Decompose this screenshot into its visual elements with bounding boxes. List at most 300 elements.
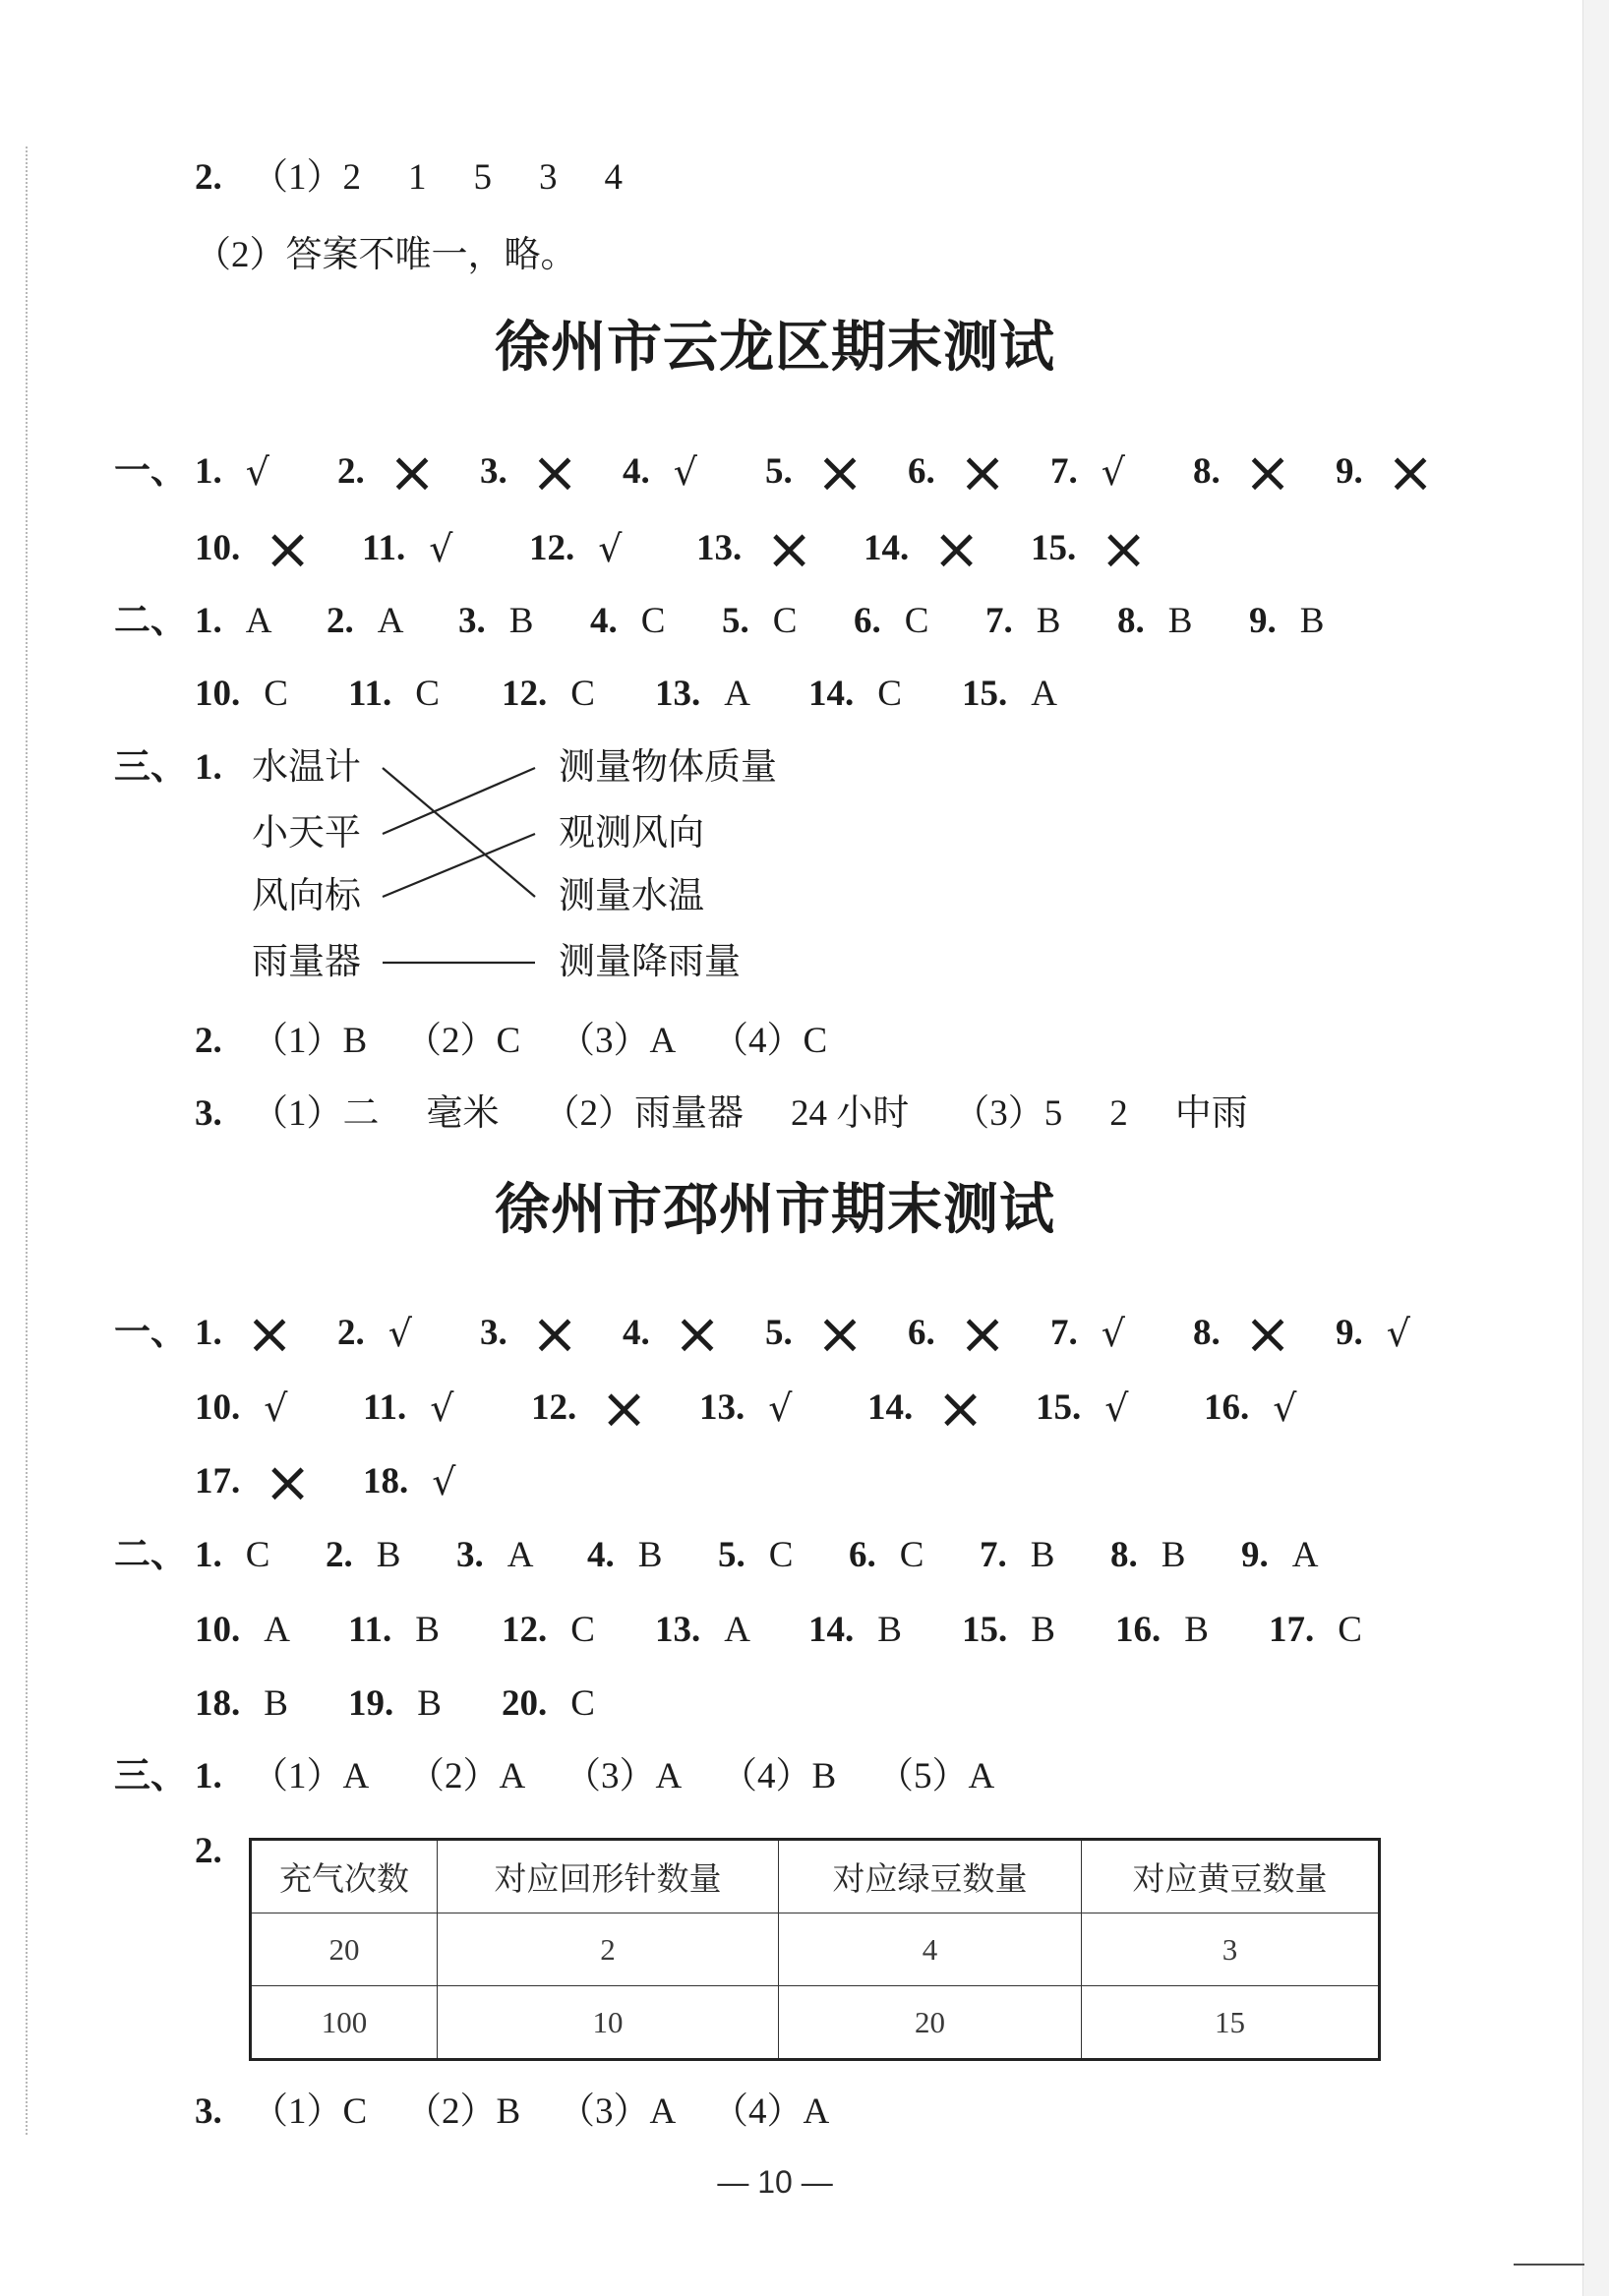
- question-number: 3.: [195, 1093, 222, 1134]
- question-number: 9.: [1336, 451, 1363, 492]
- question-number: 13.: [696, 528, 743, 568]
- answer-item: [623, 1300, 765, 1367]
- question-number: 13.: [655, 1610, 701, 1650]
- question-number: 14.: [808, 674, 855, 714]
- answer-item: [808, 1609, 962, 1652]
- sub-answer-item: [252, 1092, 500, 1136]
- table-cell: 20: [779, 1986, 1082, 2060]
- cross-mark: ×: [1243, 439, 1292, 505]
- match-left-label: 水温计: [252, 747, 361, 788]
- answer-item: [718, 1534, 849, 1577]
- answer-item: [590, 600, 722, 643]
- answer-row: [195, 1682, 655, 1726]
- answer: A: [724, 1610, 750, 1650]
- answer: A: [264, 1610, 290, 1650]
- question-number: 8.: [1110, 1535, 1138, 1575]
- section-marker: 二、: [114, 601, 187, 641]
- answer-item: [362, 527, 529, 570]
- section-title: 徐州市云龙区期末测试: [495, 318, 1055, 379]
- cross-mark: ×: [600, 1375, 648, 1442]
- match-line: [383, 768, 535, 834]
- answer-item: [854, 600, 985, 643]
- sub-answer-item: [544, 1092, 910, 1136]
- sub-question-label: （2）: [405, 2091, 497, 2132]
- answer-item: [867, 1375, 1036, 1442]
- answer-row: [195, 673, 1115, 716]
- question-number: 7.: [1050, 451, 1078, 492]
- question-number: 1.: [195, 1756, 222, 1796]
- cross-mark: ×: [815, 1300, 864, 1367]
- check-mark: √: [387, 1312, 412, 1355]
- answer-item: [195, 1682, 348, 1726]
- sub-question-label: （1）: [252, 1093, 343, 1134]
- check-mark: √: [1273, 1386, 1297, 1430]
- answer-item: [458, 600, 590, 643]
- question-number: 15.: [1031, 528, 1077, 568]
- question-number: 10.: [195, 1610, 241, 1650]
- answer: 5: [1043, 1093, 1063, 1134]
- question-number: 2.: [327, 601, 354, 641]
- cross-mark: ×: [958, 439, 1007, 505]
- cross-mark: ×: [530, 1300, 579, 1367]
- question-number: 5.: [765, 451, 793, 492]
- scan-mark: [1514, 2264, 1584, 2266]
- check-mark: √: [432, 1460, 456, 1503]
- answer: A: [649, 2091, 677, 2132]
- check-mark: √: [429, 527, 453, 570]
- answer-row: [195, 1534, 1372, 1577]
- sub-answer-item: [252, 2090, 405, 2134]
- answer: B: [417, 1683, 442, 1724]
- sub-answer-item: [252, 1020, 405, 1063]
- answer: C: [570, 1683, 595, 1724]
- question-number: 9.: [1249, 601, 1277, 641]
- sub-question-label: （1）: [252, 2091, 343, 2132]
- question-number: 1.: [195, 1313, 222, 1353]
- question-number: 8.: [1193, 1313, 1221, 1353]
- question-number: 16.: [1204, 1387, 1250, 1428]
- data-table: [249, 1838, 1381, 2061]
- check-mark: √: [768, 1386, 793, 1430]
- question-number: 2.: [195, 157, 222, 198]
- sub-question-label: （2）: [408, 1756, 500, 1796]
- answer: 二: [342, 1093, 380, 1134]
- cross-mark: ×: [1243, 1300, 1292, 1367]
- answer: A: [342, 1756, 370, 1796]
- answer: A: [507, 1535, 534, 1575]
- sub-answer-item: [559, 2090, 712, 2134]
- answer-item: [1110, 1534, 1241, 1577]
- answer-row: [195, 1609, 1422, 1652]
- answer-item: [195, 600, 327, 643]
- answer-item: [348, 673, 502, 716]
- question-number: 9.: [1241, 1535, 1269, 1575]
- answer-item: [195, 450, 337, 494]
- sub-question-label: （2）: [405, 1021, 497, 1061]
- check-mark: √: [264, 1386, 288, 1430]
- sub-answer-item: [252, 1755, 408, 1798]
- question-number: 6.: [908, 451, 935, 492]
- answer-item: [326, 1534, 456, 1577]
- sub-question-label: （3）: [953, 1093, 1044, 1134]
- check-mark: √: [1104, 1386, 1129, 1430]
- answer: C: [768, 1535, 794, 1575]
- answer: B: [264, 1683, 288, 1724]
- sub-answer-item: [405, 2090, 559, 2134]
- answer: B: [811, 1756, 837, 1796]
- question-number: 3.: [458, 601, 486, 641]
- answer-item: [1204, 1386, 1372, 1430]
- section-marker: 三、: [114, 747, 187, 788]
- answer: 答案不唯一，略。: [285, 235, 577, 275]
- question-number: 4.: [590, 601, 618, 641]
- answer: B: [415, 1610, 440, 1650]
- table-cell: 15: [1082, 1986, 1380, 2060]
- question-number: 1.: [195, 451, 222, 492]
- table-header-cell: 对应黄豆数量: [1082, 1840, 1380, 1913]
- question-number: 17.: [195, 1461, 241, 1501]
- section-marker: 一、: [114, 451, 187, 492]
- answer: C: [570, 674, 595, 714]
- question-number: 3.: [195, 2091, 222, 2132]
- question-number: 4.: [587, 1535, 615, 1575]
- table-row: [251, 1913, 1380, 1986]
- answer: C: [877, 674, 902, 714]
- answer-item: [655, 673, 808, 716]
- answer-item: [1249, 600, 1381, 643]
- question-number: 6.: [849, 1535, 876, 1575]
- sub-question-label: （1）: [252, 157, 343, 198]
- sub-question-label: （4）: [721, 1756, 812, 1796]
- answer-item: [908, 1300, 1050, 1367]
- answer: C: [1338, 1610, 1362, 1650]
- answer-item: [1117, 600, 1249, 643]
- answer: C: [772, 601, 798, 641]
- answer: C: [904, 601, 929, 641]
- question-number: 2.: [195, 1831, 222, 1871]
- answer-item: [195, 1386, 363, 1430]
- answer: 1: [408, 157, 427, 198]
- question-number: 2.: [326, 1535, 353, 1575]
- answer: C: [899, 1535, 924, 1575]
- match-left-label: 小天平: [252, 813, 361, 854]
- sub-question-label: （1）: [252, 1756, 343, 1796]
- answer: A: [724, 674, 750, 714]
- section-title: 徐州市邳州市期末测试: [495, 1180, 1055, 1241]
- question-number: 3.: [480, 1313, 507, 1353]
- match-right-label: 观测风向: [559, 813, 704, 854]
- match-line: [383, 834, 535, 897]
- sub-question-label: （4）: [712, 2091, 804, 2132]
- question-number: 7.: [1050, 1313, 1078, 1353]
- answer: C: [342, 2091, 368, 2132]
- sub-question-label: （2）: [543, 1093, 634, 1134]
- answer-item: [962, 1609, 1115, 1652]
- answer-item: [348, 1609, 502, 1652]
- question-number: 8.: [1117, 601, 1145, 641]
- answer-item: [195, 673, 348, 716]
- question-number: 4.: [623, 451, 650, 492]
- question-number: 13.: [655, 674, 701, 714]
- answer: 2: [342, 157, 361, 198]
- question-number: 9.: [1336, 1313, 1363, 1353]
- sub-answer-item: [877, 1755, 1034, 1798]
- question-number: 3.: [456, 1535, 484, 1575]
- answer: A: [245, 601, 272, 641]
- table-header-cell: 对应绿豆数量: [779, 1840, 1082, 1913]
- answer-item: [1050, 1312, 1193, 1355]
- question-number: 14.: [864, 528, 910, 568]
- answer-item: [195, 1609, 348, 1652]
- table-header-cell: 充气次数: [251, 1840, 438, 1913]
- answer-item: [502, 673, 655, 716]
- answer: C: [640, 601, 666, 641]
- cross-mark: ×: [932, 515, 981, 582]
- answer: B: [496, 2091, 521, 2132]
- answer-item: [696, 515, 864, 582]
- question-number: 10.: [195, 1387, 241, 1428]
- question-number: 3.: [480, 451, 507, 492]
- answer: B: [376, 1535, 401, 1575]
- answer-item: [1193, 439, 1336, 505]
- question-number: 7.: [985, 601, 1013, 641]
- answer-item: [531, 1375, 699, 1442]
- question-number: 11.: [363, 1387, 407, 1428]
- question-number: 6.: [854, 601, 881, 641]
- sub-question-label: （1）: [252, 1021, 343, 1061]
- answer: A: [1291, 1535, 1319, 1575]
- answer-item: [699, 1386, 867, 1430]
- answer-item: [849, 1534, 980, 1577]
- question-number: 11.: [348, 1610, 392, 1650]
- answer-item: [908, 439, 1050, 505]
- answer-item: [195, 515, 362, 582]
- answer-item: [502, 1682, 655, 1726]
- question-number: 4.: [623, 1313, 650, 1353]
- check-mark: √: [1101, 450, 1125, 494]
- answer-item: [587, 1534, 718, 1577]
- answer-row: [195, 600, 1381, 643]
- sub-answer-item: [559, 1020, 712, 1063]
- answer-item: [864, 515, 1031, 582]
- cross-mark: ×: [1100, 515, 1148, 582]
- answer: 5: [473, 157, 492, 198]
- answer-item: [337, 1312, 480, 1355]
- answer-item: [980, 1534, 1110, 1577]
- answer-item: [363, 1386, 531, 1430]
- table-cell: 3: [1082, 1913, 1380, 1986]
- answer-row: [252, 1092, 1292, 1136]
- answer: B: [1161, 1535, 1186, 1575]
- question-number: 15.: [1036, 1387, 1082, 1428]
- question-number: 11.: [348, 674, 392, 714]
- answer: C: [245, 1535, 270, 1575]
- question-number: 18.: [195, 1683, 241, 1724]
- answer: C: [415, 674, 440, 714]
- answer: C: [803, 1021, 828, 1061]
- match-right-label: 测量水温: [559, 876, 704, 916]
- answer-item: [195, 1448, 363, 1515]
- question-number: 5.: [722, 601, 749, 641]
- question-number: 13.: [699, 1387, 745, 1428]
- answer-row: [195, 234, 577, 277]
- answer: 3: [539, 157, 558, 198]
- answer-item: [480, 439, 623, 505]
- answer: 4: [604, 157, 623, 198]
- question-number: 8.: [1193, 451, 1221, 492]
- check-mark: √: [598, 527, 623, 570]
- answer-row: [195, 1375, 1372, 1442]
- question-number: 10.: [195, 674, 241, 714]
- answer: A: [803, 2091, 830, 2132]
- question-number: 1.: [195, 747, 222, 788]
- answer-item: [195, 1300, 337, 1367]
- answer-item: [348, 1682, 502, 1726]
- table-header-cell: 对应回形针数量: [438, 1840, 779, 1913]
- cross-mark: ×: [673, 1300, 722, 1367]
- check-mark: √: [1386, 1312, 1410, 1355]
- answer: 雨量器: [634, 1093, 744, 1134]
- sub-answer-item: [252, 156, 623, 200]
- question-number: 5.: [718, 1535, 745, 1575]
- cross-mark: ×: [815, 439, 864, 505]
- question-number: 20.: [502, 1683, 548, 1724]
- sub-answer-item: [565, 1755, 721, 1798]
- answer-item: [1269, 1609, 1422, 1652]
- question-number: 11.: [362, 528, 406, 568]
- check-mark: √: [1101, 1312, 1125, 1355]
- answer-item: [1336, 1312, 1478, 1355]
- answer-item: [195, 1534, 326, 1577]
- question-number: 2.: [195, 1021, 222, 1061]
- answer-item: [962, 673, 1115, 716]
- binding-dotted-line: [26, 147, 28, 2135]
- answer: B: [508, 601, 534, 641]
- answer-item: [655, 1609, 808, 1652]
- answer: B: [1031, 1610, 1055, 1650]
- answer-item: [1050, 450, 1193, 494]
- cross-mark: ×: [936, 1375, 984, 1442]
- check-mark: √: [245, 450, 269, 494]
- answer: B: [877, 1610, 902, 1650]
- sub-question-label: （5）: [877, 1756, 969, 1796]
- question-number: 15.: [962, 1610, 1008, 1650]
- answer-row: [252, 1755, 1034, 1798]
- answer-item: [363, 1460, 531, 1503]
- match-left-label: 风向标: [252, 876, 361, 916]
- question-number: 12.: [529, 528, 575, 568]
- sub-answer-item: [195, 234, 577, 277]
- answer-item: [456, 1534, 587, 1577]
- question-number: 14.: [867, 1387, 914, 1428]
- answer: 2: [1109, 1093, 1128, 1134]
- answer-row: [252, 2090, 865, 2134]
- question-number: 10.: [195, 528, 241, 568]
- question-number: 2.: [337, 451, 365, 492]
- answer-item: [722, 600, 854, 643]
- sub-question-label: （3）: [559, 1021, 650, 1061]
- check-mark: √: [673, 450, 697, 494]
- question-number: 1.: [195, 1535, 222, 1575]
- question-number: 19.: [348, 1683, 394, 1724]
- section-marker: 二、: [114, 1535, 187, 1575]
- answer-item: [1193, 1300, 1336, 1367]
- answer-item: [765, 439, 908, 505]
- answer-item: [502, 1609, 655, 1652]
- match-left-label: 雨量器: [252, 942, 361, 982]
- cross-mark: ×: [530, 439, 579, 505]
- answer: A: [968, 1756, 995, 1796]
- answer: 毫米: [426, 1093, 500, 1134]
- page-number: — 10 —: [717, 2164, 833, 2200]
- table-cell: 4: [779, 1913, 1082, 1986]
- question-number: 14.: [808, 1610, 855, 1650]
- question-number: 5.: [765, 1313, 793, 1353]
- match-right-label: 测量降雨量: [559, 942, 741, 982]
- answer-item: [765, 1300, 908, 1367]
- check-mark: √: [430, 1386, 454, 1430]
- question-number: 2.: [337, 1313, 365, 1353]
- question-number: 6.: [908, 1313, 935, 1353]
- answer: B: [637, 1535, 663, 1575]
- table-row: [251, 1986, 1380, 2060]
- sub-answer-item: [712, 2090, 865, 2134]
- answer-item: [480, 1300, 623, 1367]
- sub-question-label: （3）: [559, 2091, 650, 2132]
- sub-answer-item: [953, 1092, 1248, 1136]
- sub-answer-item: [712, 1020, 865, 1063]
- answer: B: [1167, 601, 1193, 641]
- answer-item: [1241, 1534, 1372, 1577]
- table-cell: 2: [438, 1913, 779, 1986]
- match-right-label: 测量物体质量: [559, 747, 777, 788]
- answer-item: [327, 600, 458, 643]
- question-number: 15.: [962, 674, 1008, 714]
- sub-question-label: （4）: [712, 1021, 804, 1061]
- question-number: 12.: [502, 1610, 548, 1650]
- answer: A: [377, 601, 404, 641]
- cross-mark: ×: [245, 1300, 294, 1367]
- answer-row: [195, 439, 1478, 505]
- answer: B: [1184, 1610, 1209, 1650]
- sub-question-label: （3）: [565, 1756, 656, 1796]
- sub-answer-item: [405, 1020, 559, 1063]
- answer-item: [1336, 439, 1478, 505]
- sub-answer-item: [721, 1755, 877, 1798]
- answer: A: [499, 1756, 526, 1796]
- answer: A: [649, 1021, 677, 1061]
- answer: B: [1030, 1535, 1055, 1575]
- cross-mark: ×: [1386, 439, 1435, 505]
- answer-row: [252, 1020, 865, 1063]
- table-cell: 10: [438, 1986, 779, 2060]
- sub-question-label: （2）: [195, 235, 286, 275]
- cross-mark: ×: [387, 439, 437, 505]
- answer-row: [195, 1448, 531, 1515]
- answer-item: [1036, 1386, 1204, 1430]
- question-number: 18.: [363, 1461, 409, 1501]
- answer: A: [655, 1756, 683, 1796]
- answer: C: [496, 1021, 521, 1061]
- question-number: 7.: [980, 1535, 1007, 1575]
- answer: A: [1031, 674, 1057, 714]
- table-cell: 20: [251, 1913, 438, 1986]
- answer-row: [195, 515, 1198, 582]
- answer: B: [1299, 601, 1325, 641]
- answer-row: [195, 1300, 1478, 1367]
- answer-item: [337, 439, 480, 505]
- answer-item: [623, 450, 765, 494]
